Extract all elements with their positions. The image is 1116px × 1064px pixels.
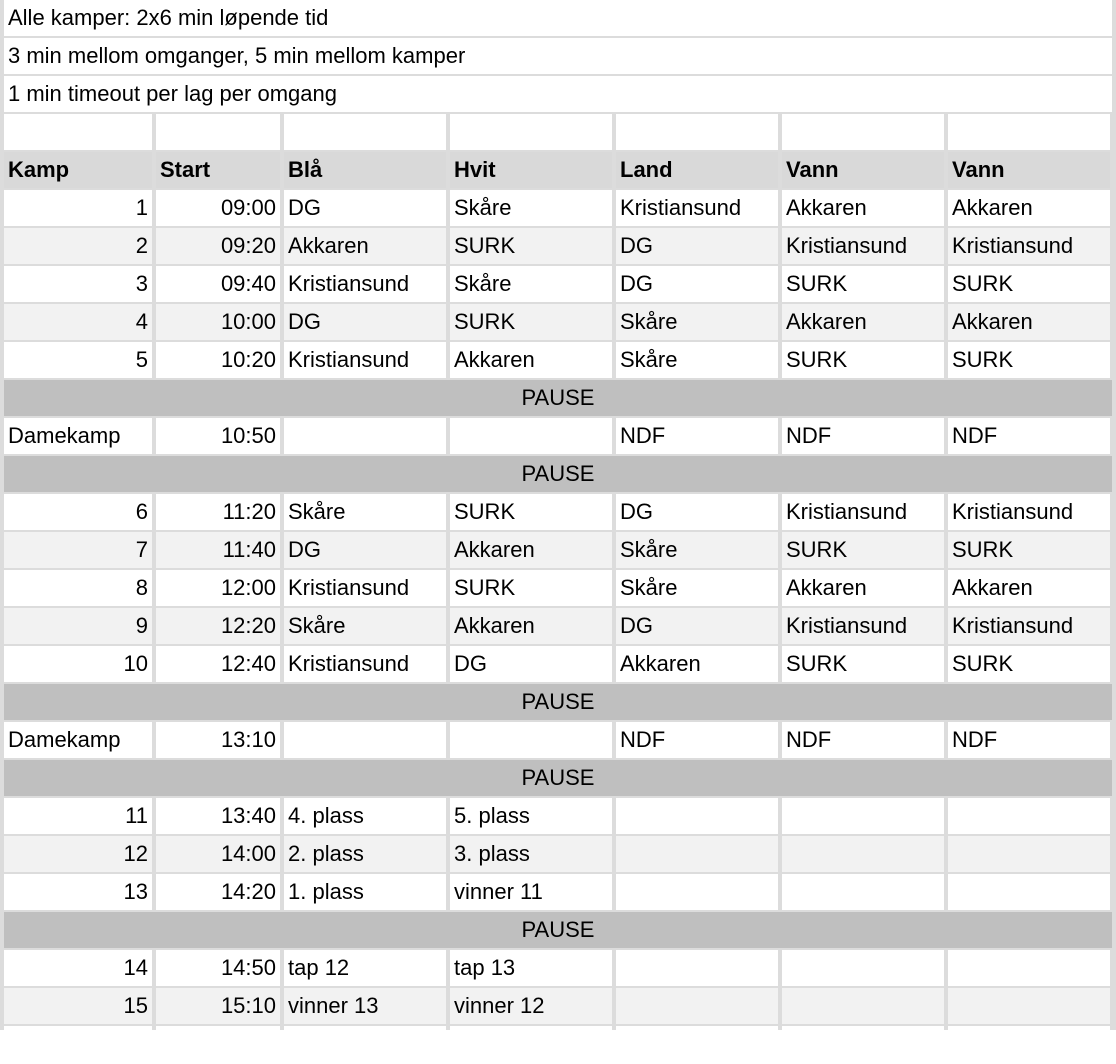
pause-row bbox=[0, 684, 1116, 722]
cell-kamp[interactable]: 14 bbox=[4, 950, 152, 986]
cell-vann-1[interactable] bbox=[782, 798, 944, 834]
cell-kamp[interactable]: 3 bbox=[4, 266, 152, 302]
pause-row bbox=[0, 760, 1116, 798]
empty-cell[interactable] bbox=[616, 1026, 778, 1062]
cell-kamp[interactable]: 11 bbox=[4, 798, 152, 834]
cell-land[interactable]: Akkaren bbox=[616, 646, 778, 682]
header-kamp[interactable]: Kamp bbox=[4, 152, 152, 188]
cell-vann-2[interactable]: SURK bbox=[948, 342, 1110, 378]
cell-hvit[interactable]: 3. plass bbox=[450, 836, 612, 872]
pause-label[interactable]: PAUSE bbox=[4, 912, 1112, 948]
cell-hvit[interactable]: 5. plass bbox=[450, 798, 612, 834]
cell-hvit[interactable]: vinner 12 bbox=[450, 988, 612, 1024]
cell-bla[interactable]: 4. plass bbox=[284, 798, 446, 834]
cell-hvit[interactable]: Akkaren bbox=[450, 608, 612, 644]
table-row bbox=[0, 988, 1116, 1026]
cell-vann-2[interactable] bbox=[948, 836, 1110, 872]
empty-cell[interactable] bbox=[156, 114, 280, 150]
cell-hvit[interactable]: tap 13 bbox=[450, 950, 612, 986]
cell-vann-1[interactable]: Kristiansund bbox=[782, 494, 944, 530]
cell-bla[interactable] bbox=[284, 418, 446, 454]
pause-row bbox=[0, 380, 1116, 418]
cell-land[interactable]: NDF bbox=[616, 418, 778, 454]
cell-start[interactable]: 09:40 bbox=[156, 266, 280, 302]
table-row bbox=[0, 646, 1116, 684]
cell-vann-2[interactable]: SURK bbox=[948, 646, 1110, 682]
empty-cell[interactable] bbox=[450, 1026, 612, 1062]
cell-vann-1[interactable]: SURK bbox=[782, 342, 944, 378]
note-row bbox=[0, 0, 1116, 38]
cell-kamp[interactable]: Damekamp bbox=[4, 418, 152, 454]
cell-kamp[interactable]: 9 bbox=[4, 608, 152, 644]
table-row bbox=[0, 722, 1116, 760]
header-vann-1[interactable]: Vann bbox=[782, 152, 944, 188]
cell-bla[interactable]: Kristiansund bbox=[284, 266, 446, 302]
cell-start[interactable]: 10:50 bbox=[156, 418, 280, 454]
table-row bbox=[0, 874, 1116, 912]
cell-vann-1[interactable]: Akkaren bbox=[782, 190, 944, 226]
header-vann-2[interactable]: Vann bbox=[948, 152, 1110, 188]
table-row bbox=[0, 836, 1116, 874]
cell-start[interactable]: 11:40 bbox=[156, 532, 280, 568]
table-row bbox=[0, 304, 1116, 342]
cell-hvit[interactable]: SURK bbox=[450, 228, 612, 264]
cell-vann-1[interactable]: NDF bbox=[782, 722, 944, 758]
table-row bbox=[0, 418, 1116, 456]
cell-land[interactable]: NDF bbox=[616, 722, 778, 758]
cell-vann-1[interactable] bbox=[782, 836, 944, 872]
empty-cell[interactable] bbox=[616, 114, 778, 150]
cell-bla[interactable]: 1. plass bbox=[284, 874, 446, 910]
cell-bla[interactable]: Skåre bbox=[284, 608, 446, 644]
cell-vann-2[interactable]: Akkaren bbox=[948, 190, 1110, 226]
empty-cell[interactable] bbox=[782, 1026, 944, 1062]
cell-start[interactable]: 10:20 bbox=[156, 342, 280, 378]
cell-vann-2[interactable] bbox=[948, 798, 1110, 834]
cell-vann-2[interactable]: SURK bbox=[948, 532, 1110, 568]
table-row bbox=[0, 266, 1116, 304]
cell-hvit[interactable]: vinner 11 bbox=[450, 874, 612, 910]
cell-hvit[interactable] bbox=[450, 722, 612, 758]
table-row bbox=[0, 342, 1116, 380]
cell-hvit[interactable]: Skåre bbox=[450, 190, 612, 226]
table-row bbox=[0, 608, 1116, 646]
cell-bla[interactable]: Akkaren bbox=[284, 228, 446, 264]
cell-vann-1[interactable]: Kristiansund bbox=[782, 608, 944, 644]
cell-start[interactable]: 14:20 bbox=[156, 874, 280, 910]
cell-vann-1[interactable] bbox=[782, 874, 944, 910]
cell-kamp[interactable]: 7 bbox=[4, 532, 152, 568]
cell-vann-2[interactable]: SURK bbox=[948, 266, 1110, 302]
cell-vann-1[interactable]: SURK bbox=[782, 646, 944, 682]
header-bla[interactable]: Blå bbox=[284, 152, 446, 188]
cell-land[interactable] bbox=[616, 950, 778, 986]
cell-land[interactable] bbox=[616, 988, 778, 1024]
cell-vann-1[interactable]: SURK bbox=[782, 266, 944, 302]
cell-kamp[interactable]: 10 bbox=[4, 646, 152, 682]
cell-hvit[interactable] bbox=[450, 418, 612, 454]
cell-kamp[interactable]: 5 bbox=[4, 342, 152, 378]
note-row bbox=[0, 38, 1116, 76]
cell-vann-2[interactable]: NDF bbox=[948, 418, 1110, 454]
cell-vann-1[interactable]: Kristiansund bbox=[782, 228, 944, 264]
cell-bla[interactable]: DG bbox=[284, 304, 446, 340]
cell-vann-2[interactable]: Akkaren bbox=[948, 304, 1110, 340]
cell-land[interactable]: Skåre bbox=[616, 570, 778, 606]
cell-land[interactable]: DG bbox=[616, 608, 778, 644]
empty-cell[interactable] bbox=[284, 114, 446, 150]
pause-label[interactable]: PAUSE bbox=[4, 684, 1112, 720]
cell-start[interactable]: 13:10 bbox=[156, 722, 280, 758]
cell-hvit[interactable]: SURK bbox=[450, 494, 612, 530]
cell-kamp[interactable]: 12 bbox=[4, 836, 152, 872]
cell-bla[interactable]: tap 12 bbox=[284, 950, 446, 986]
cell-land[interactable]: Kristiansund bbox=[616, 190, 778, 226]
trailing-row bbox=[0, 1026, 1116, 1064]
note-cell[interactable]: 1 min timeout per lag per omgang bbox=[4, 76, 1112, 112]
table-row bbox=[0, 190, 1116, 228]
empty-row bbox=[0, 114, 1116, 152]
cell-land[interactable]: Skåre bbox=[616, 342, 778, 378]
cell-bla[interactable]: vinner 13 bbox=[284, 988, 446, 1024]
cell-land[interactable]: DG bbox=[616, 266, 778, 302]
empty-cell[interactable] bbox=[948, 114, 1110, 150]
empty-cell[interactable] bbox=[450, 114, 612, 150]
cell-start[interactable]: 12:20 bbox=[156, 608, 280, 644]
pause-label[interactable]: PAUSE bbox=[4, 380, 1112, 416]
cell-bla[interactable] bbox=[284, 722, 446, 758]
cell-bla[interactable]: DG bbox=[284, 190, 446, 226]
empty-cell[interactable] bbox=[4, 1026, 152, 1062]
cell-hvit[interactable]: Akkaren bbox=[450, 532, 612, 568]
cell-kamp[interactable]: 8 bbox=[4, 570, 152, 606]
cell-land[interactable] bbox=[616, 798, 778, 834]
empty-cell[interactable] bbox=[782, 114, 944, 150]
cell-land[interactable]: DG bbox=[616, 228, 778, 264]
cell-kamp[interactable]: 1 bbox=[4, 190, 152, 226]
header-hvit[interactable]: Hvit bbox=[450, 152, 612, 188]
cell-hvit[interactable]: DG bbox=[450, 646, 612, 682]
note-row bbox=[0, 76, 1116, 114]
cell-vann-2[interactable]: Kristiansund bbox=[948, 494, 1110, 530]
header-row bbox=[0, 152, 1116, 190]
cell-bla[interactable]: Kristiansund bbox=[284, 570, 446, 606]
cell-start[interactable]: 09:20 bbox=[156, 228, 280, 264]
empty-cell[interactable] bbox=[156, 1026, 280, 1062]
table-row bbox=[0, 570, 1116, 608]
cell-kamp[interactable]: 6 bbox=[4, 494, 152, 530]
table-row bbox=[0, 494, 1116, 532]
cell-start[interactable]: 10:00 bbox=[156, 304, 280, 340]
cell-vann-2[interactable]: Kristiansund bbox=[948, 608, 1110, 644]
cell-land[interactable] bbox=[616, 874, 778, 910]
cell-land[interactable]: DG bbox=[616, 494, 778, 530]
cell-vann-2[interactable] bbox=[948, 874, 1110, 910]
cell-start[interactable]: 14:00 bbox=[156, 836, 280, 872]
table-row bbox=[0, 532, 1116, 570]
empty-cell[interactable] bbox=[284, 1026, 446, 1062]
cell-land[interactable]: Skåre bbox=[616, 304, 778, 340]
cell-vann-1[interactable] bbox=[782, 988, 944, 1024]
cell-start[interactable]: 09:00 bbox=[156, 190, 280, 226]
cell-vann-2[interactable] bbox=[948, 950, 1110, 986]
table-row bbox=[0, 228, 1116, 266]
cell-bla[interactable]: DG bbox=[284, 532, 446, 568]
cell-vann-1[interactable] bbox=[782, 950, 944, 986]
cell-start[interactable]: 14:50 bbox=[156, 950, 280, 986]
cell-kamp[interactable]: 13 bbox=[4, 874, 152, 910]
table-row bbox=[0, 798, 1116, 836]
cell-vann-1[interactable]: Akkaren bbox=[782, 570, 944, 606]
pause-row bbox=[0, 912, 1116, 950]
pause-label[interactable]: PAUSE bbox=[4, 456, 1112, 492]
empty-cell[interactable] bbox=[4, 114, 152, 150]
empty-cell[interactable] bbox=[948, 1026, 1110, 1062]
cell-vann-2[interactable]: Kristiansund bbox=[948, 228, 1110, 264]
cell-vann-1[interactable]: Akkaren bbox=[782, 304, 944, 340]
cell-vann-2[interactable]: Akkaren bbox=[948, 570, 1110, 606]
cell-bla[interactable]: Kristiansund bbox=[284, 342, 446, 378]
cell-hvit[interactable]: Skåre bbox=[450, 266, 612, 302]
cell-kamp[interactable]: 15 bbox=[4, 988, 152, 1024]
cell-bla[interactable]: Kristiansund bbox=[284, 646, 446, 682]
pause-label[interactable]: PAUSE bbox=[4, 760, 1112, 796]
cell-vann-2[interactable]: NDF bbox=[948, 722, 1110, 758]
cell-start[interactable]: 12:00 bbox=[156, 570, 280, 606]
cell-start[interactable]: 15:10 bbox=[156, 988, 280, 1024]
table-row bbox=[0, 950, 1116, 988]
cell-start[interactable]: 11:20 bbox=[156, 494, 280, 530]
cell-land[interactable] bbox=[616, 836, 778, 872]
cell-hvit[interactable]: SURK bbox=[450, 570, 612, 606]
cell-hvit[interactable]: SURK bbox=[450, 304, 612, 340]
header-land[interactable]: Land bbox=[616, 152, 778, 188]
note-cell[interactable]: Alle kamper: 2x6 min løpende tid bbox=[4, 0, 1112, 36]
cell-kamp[interactable]: 4 bbox=[4, 304, 152, 340]
cell-bla[interactable]: 2. plass bbox=[284, 836, 446, 872]
cell-vann-1[interactable]: NDF bbox=[782, 418, 944, 454]
cell-vann-1[interactable]: SURK bbox=[782, 532, 944, 568]
header-start[interactable]: Start bbox=[156, 152, 280, 188]
note-cell[interactable]: 3 min mellom omganger, 5 min mellom kamper bbox=[4, 38, 1112, 74]
cell-start[interactable]: 13:40 bbox=[156, 798, 280, 834]
cell-kamp[interactable]: 2 bbox=[4, 228, 152, 264]
cell-kamp[interactable]: Damekamp bbox=[4, 722, 152, 758]
cell-land[interactable]: Skåre bbox=[616, 532, 778, 568]
pause-row bbox=[0, 456, 1116, 494]
cell-hvit[interactable]: Akkaren bbox=[450, 342, 612, 378]
cell-start[interactable]: 12:40 bbox=[156, 646, 280, 682]
cell-bla[interactable]: Skåre bbox=[284, 494, 446, 530]
cell-vann-2[interactable] bbox=[948, 988, 1110, 1024]
